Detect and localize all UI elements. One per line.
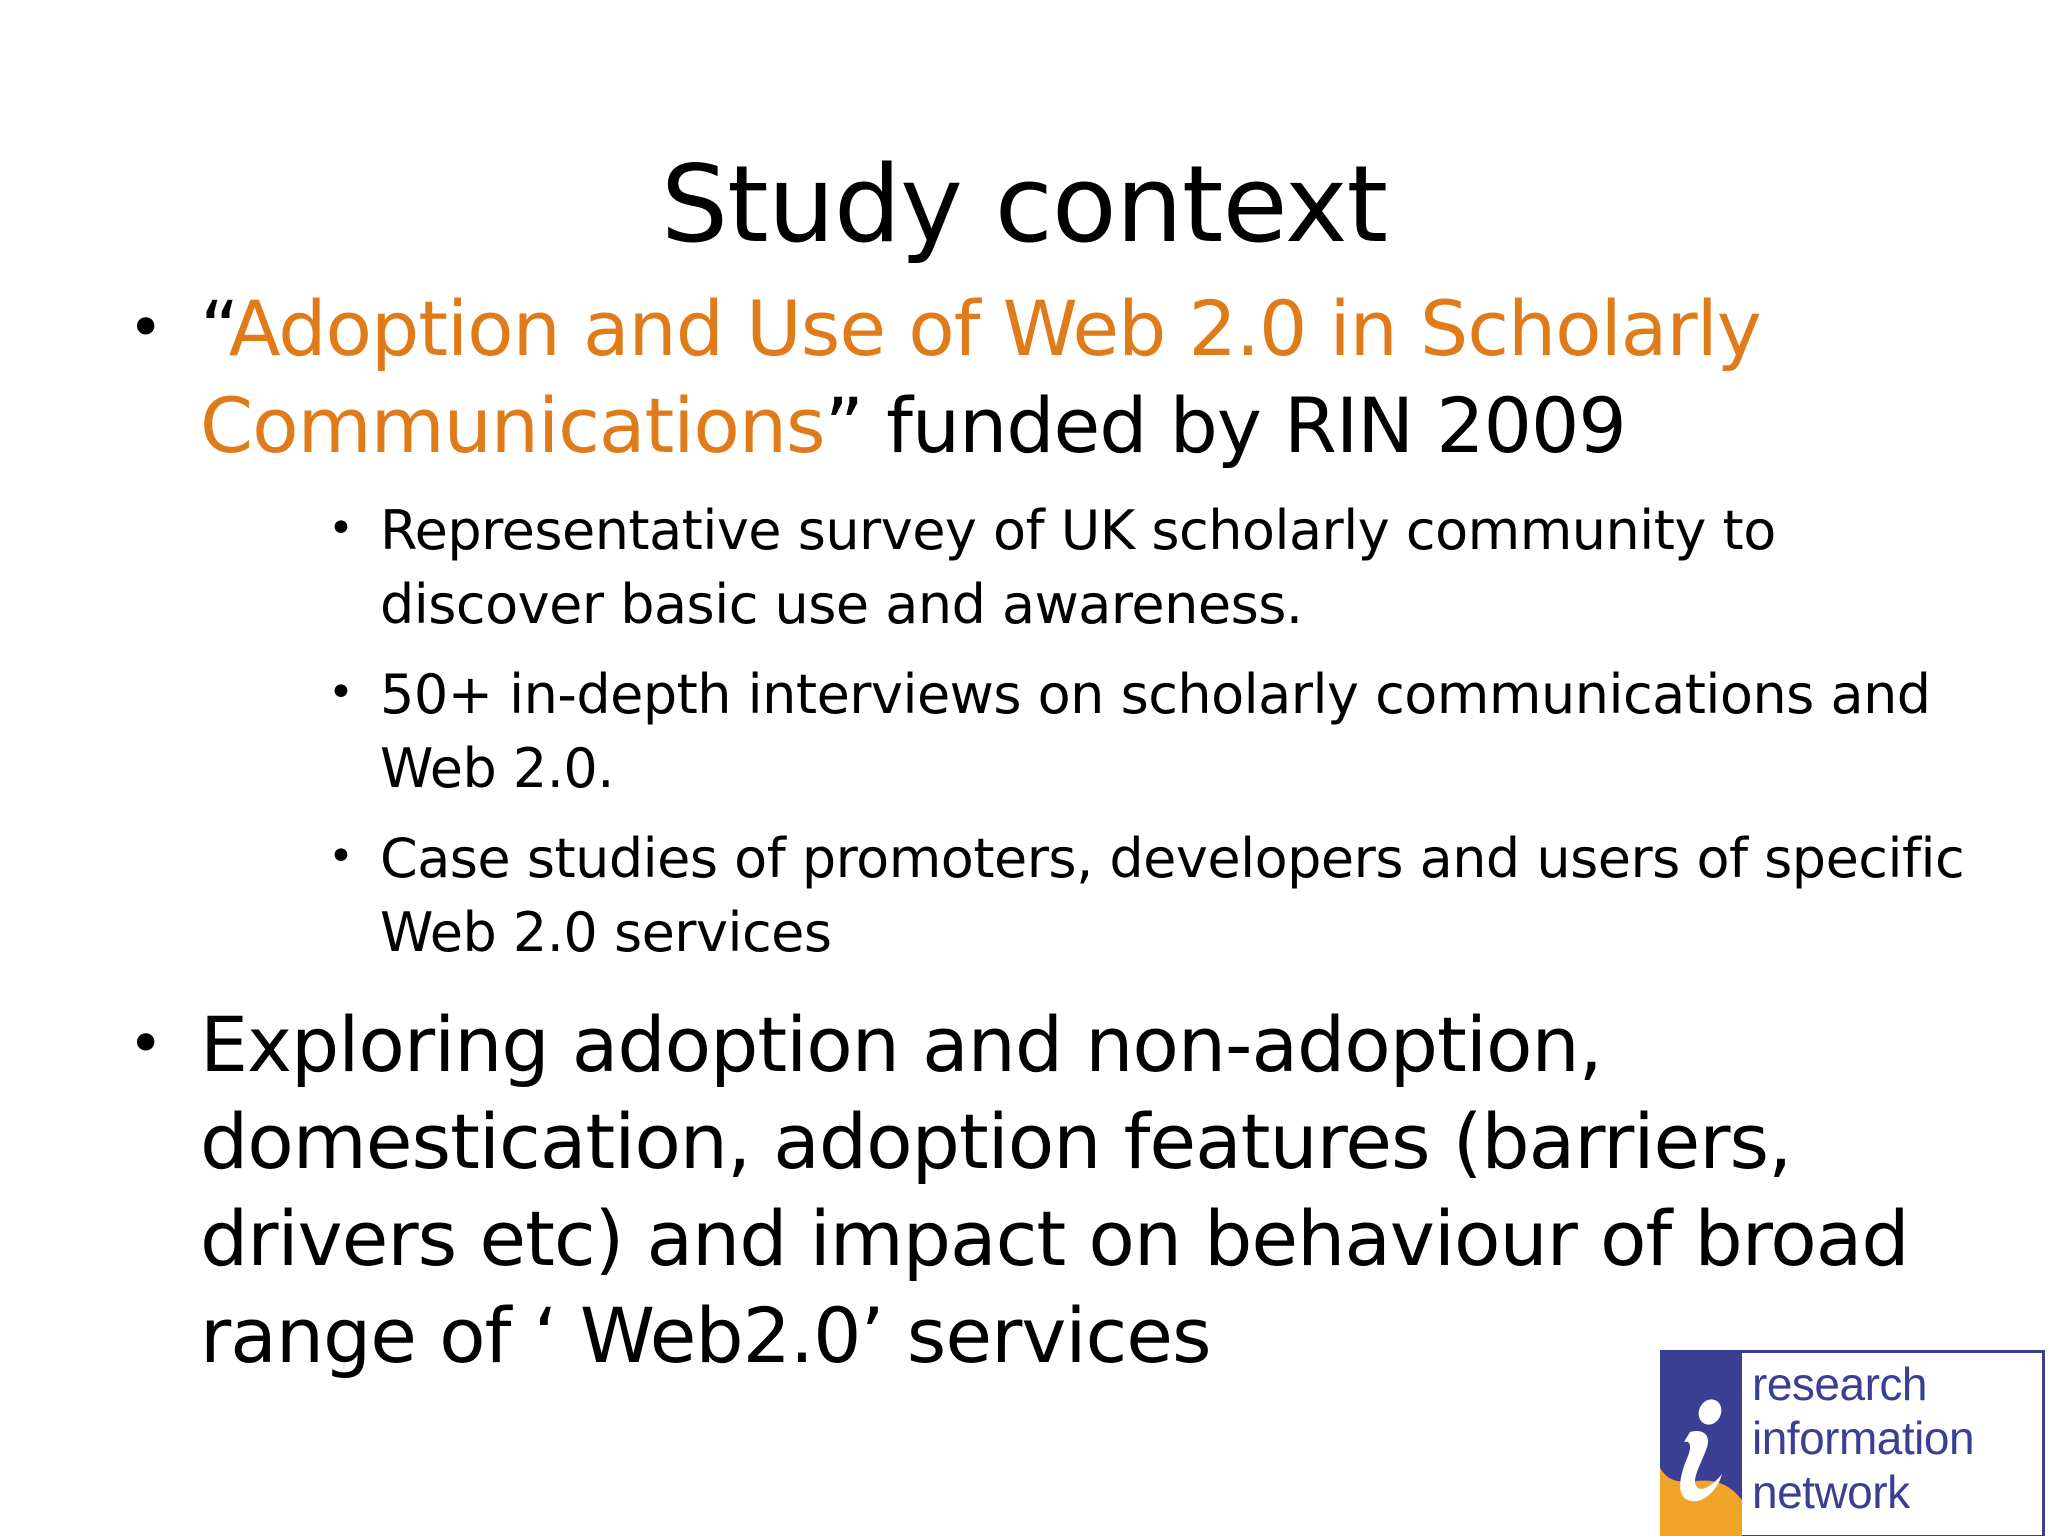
logo-line-network: network (1752, 1466, 1910, 1518)
close-quote: ” (824, 381, 863, 470)
bullet-2-text: Exploring adoption and non-adoption, domestication, adoption features (barriers, drivers etc) and impact on behaviour of broad range of ‘ Web2.0’ services (200, 1000, 1909, 1380)
logo-panel (1660, 1350, 1742, 1536)
sub-bullet-3-text: Case studies of promoters, developers and users of specific Web 2.0 services (380, 827, 1965, 964)
funding-text: funded by RIN 2009 (863, 381, 1626, 470)
bullet-1-text (200, 280, 2040, 474)
slide-title: Study context (660, 143, 1388, 266)
sub-bullet-dot: • (328, 831, 354, 882)
sub-bullet-1-text: Representative survey of UK scholarly community to discover basic use and awareness. (380, 499, 1776, 636)
logo-i-icon (1660, 1350, 1742, 1536)
open-quote: “ (200, 284, 229, 373)
sub-bullet-2-text: 50+ in-depth interviews on scholarly communications and Web 2.0. (380, 663, 1931, 800)
rin-logo (1660, 1350, 2048, 1536)
sub-bullet-dot: • (328, 667, 354, 718)
sub-bullet-dot: • (328, 503, 354, 554)
bullet-dot: • (128, 1009, 163, 1079)
study-title-highlight: Adoption and Use of Web 2.0 in Scholarly Communications (200, 284, 1761, 470)
bullet-dot: • (128, 293, 163, 363)
logo-line-information: information (1752, 1412, 1975, 1464)
logo-line-research: research (1752, 1358, 1927, 1410)
